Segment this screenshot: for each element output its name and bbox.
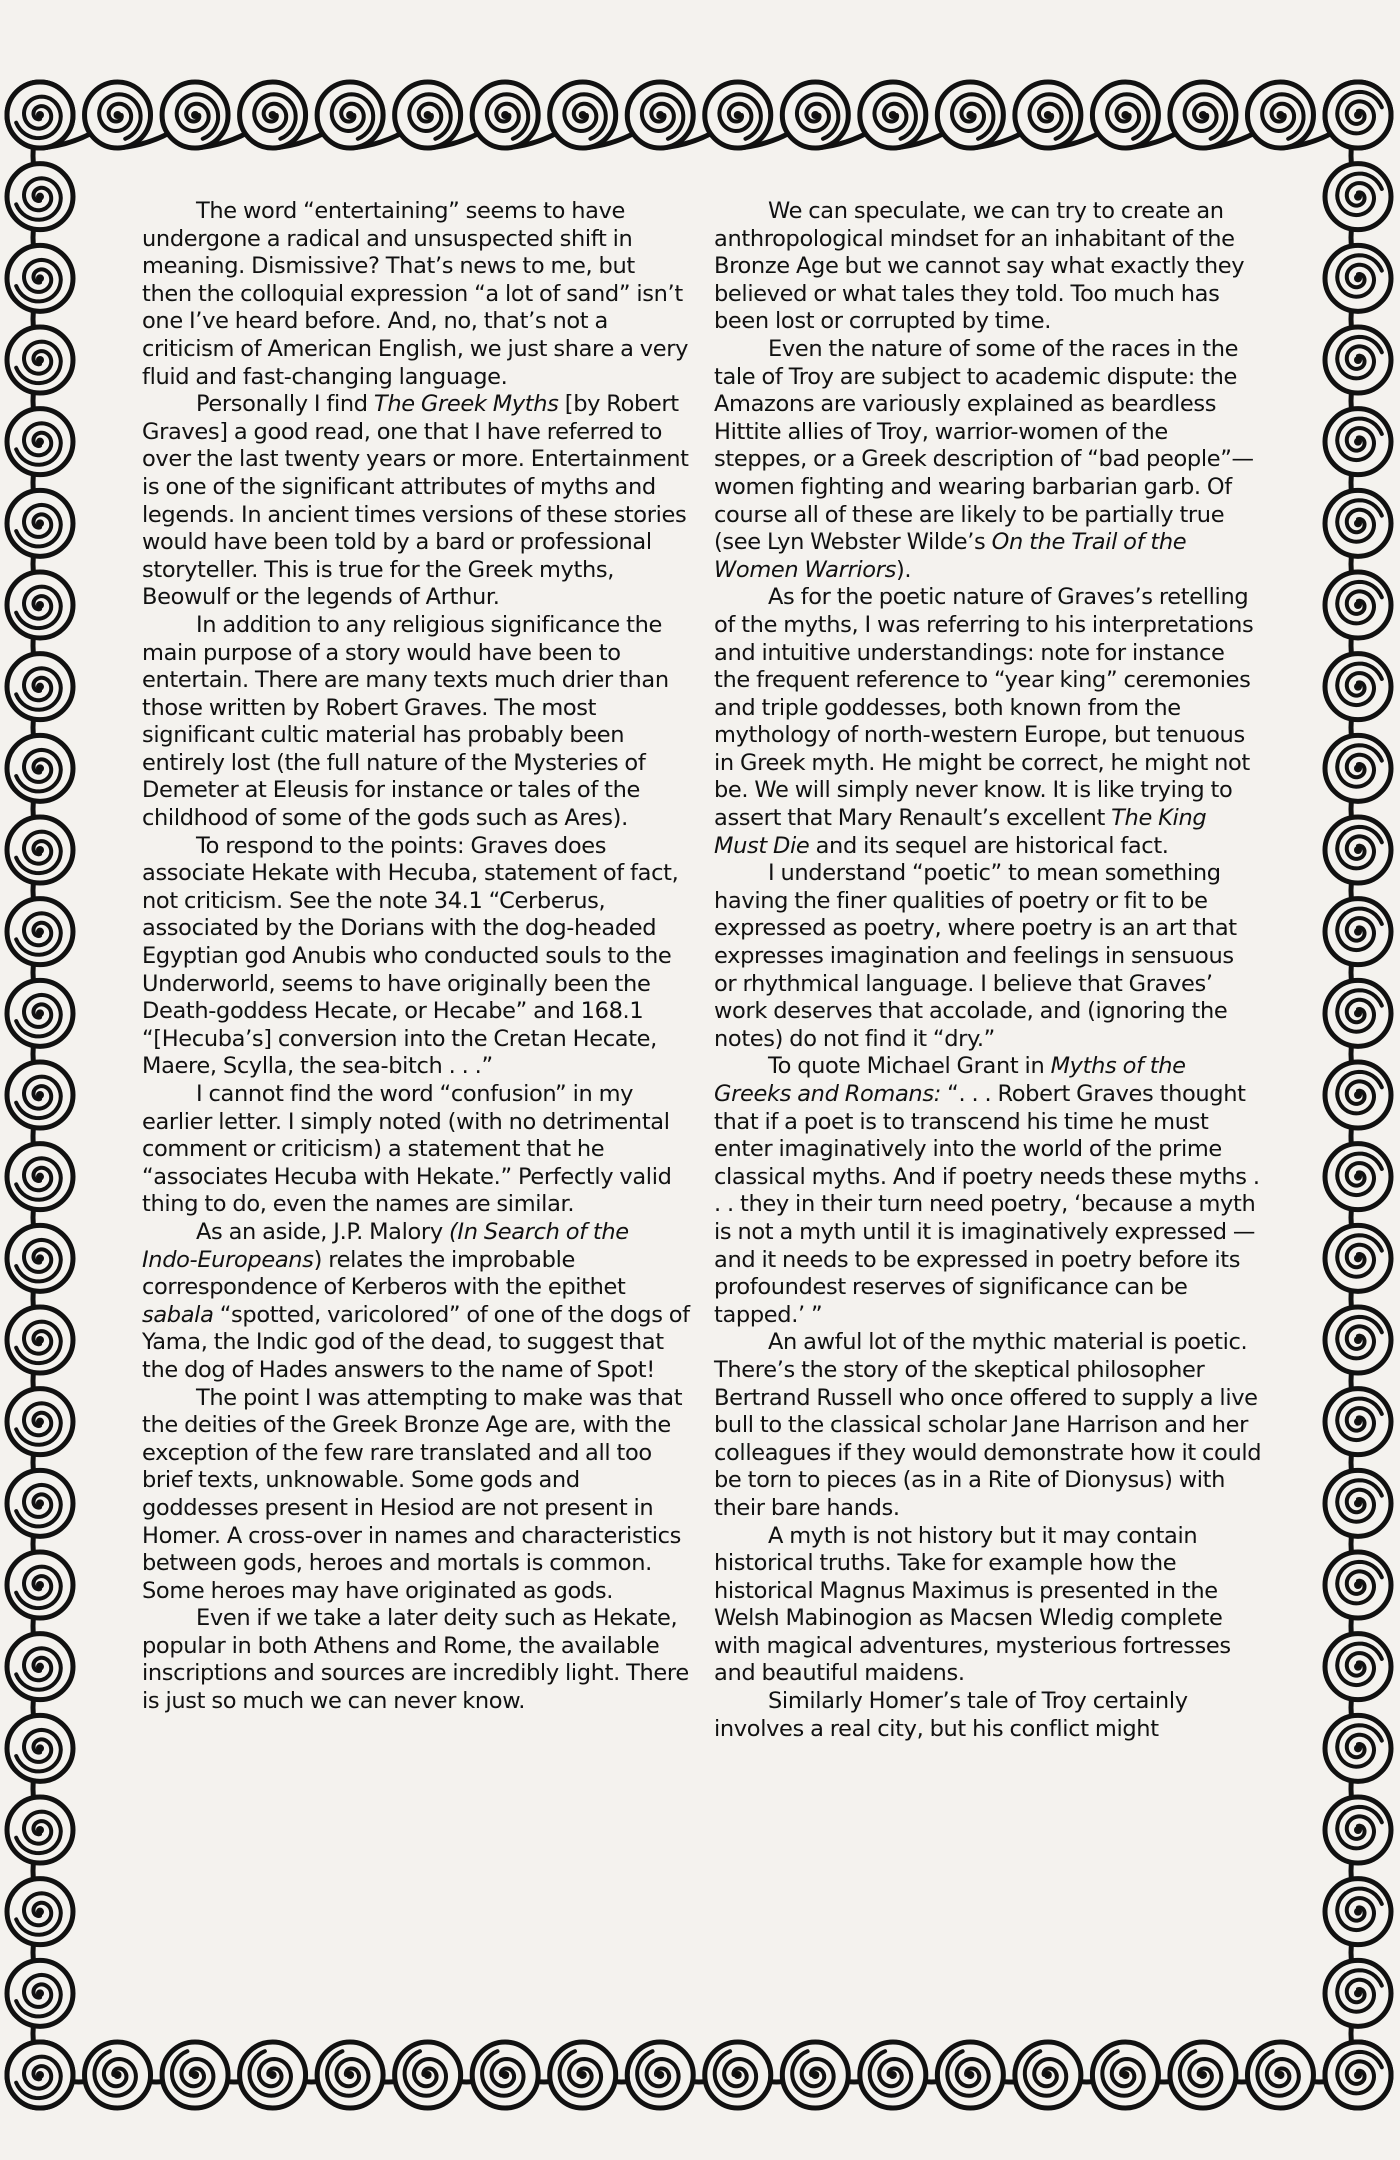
spiral-wave-icon bbox=[7, 735, 73, 801]
spiral-wave-icon bbox=[1092, 2042, 1158, 2108]
paragraph-text: The word “entertaining” seems to have undergone a radical and unsuspected shift in meaning. Dismissive? That’s news to me, but then the colloquial expression “a lot of sand” isn’t one I’ve heard before. And, no, that’s not a criticism of American English, we just share a very fluid and fast-changing language. bbox=[142, 198, 689, 390]
paragraph-text: An awful lot of the mythic material is poetic. There’s the story of the skeptical philosopher Bertrand Russell who once offered to supply a live bull to the classical scholar Jane Harrison and her colleagues if they would demonstrate how it could be torn to pieces (as in a Rite of Dionysus) with their bare hands. bbox=[714, 1329, 1262, 1521]
spiral-wave-icon bbox=[85, 2042, 151, 2108]
spiral-wave-icon bbox=[7, 82, 73, 148]
spiral-wave-icon bbox=[7, 409, 73, 475]
paragraph bbox=[142, 1219, 690, 1385]
paragraph-text: Similarly Homer’s tale of Troy certainly involves a real city, but his conflict might bbox=[714, 1688, 1188, 1742]
spiral-wave-icon bbox=[1325, 735, 1391, 801]
spiral-wave-icon bbox=[1170, 2042, 1236, 2108]
spiral-wave-icon bbox=[7, 490, 73, 556]
spiral-wave-icon bbox=[782, 2042, 848, 2108]
spiral-wave-icon bbox=[937, 82, 1003, 148]
spiral-wave-icon bbox=[705, 2042, 771, 2108]
paragraph-text: ). bbox=[895, 556, 912, 583]
paragraph-text: and its sequel are historical fact. bbox=[809, 832, 1169, 859]
spiral-wave-icon bbox=[860, 2042, 926, 2108]
spiral-wave-icon bbox=[240, 2042, 306, 2108]
paragraph-text: To quote Michael Grant in bbox=[768, 1053, 1051, 1080]
paragraph bbox=[714, 1688, 1262, 1743]
spiral-wave-icon bbox=[1325, 1634, 1391, 1700]
spiral-wave-icon bbox=[7, 1144, 73, 1210]
spiral-wave-icon bbox=[472, 82, 538, 148]
spiral-wave-icon bbox=[1325, 899, 1391, 965]
spiral-wave-icon bbox=[1325, 1307, 1391, 1373]
paragraph-text: [by Robert Graves] a good read, one that I have referred to over the last twenty years or more. Entertainment is one of the significant attributes of myths and legends. In ancient times versions of these stories would have been told by a bard or professional storyteller. This is true for the Greek myths, Beowulf or the legends of Arthur. bbox=[142, 391, 689, 611]
spiral-wave-icon bbox=[1325, 245, 1391, 311]
spiral-wave-icon bbox=[937, 2042, 1003, 2108]
spiral-wave-icon bbox=[7, 2042, 73, 2108]
paragraph-text: I cannot find the word “confusion” in my earlier letter. I simply noted (with no detrimental comment or criticism) a statement that he “associates Hecuba with Hekate.” Perfectly valid thing to do, even the names are similar. bbox=[142, 1081, 672, 1218]
paragraph bbox=[142, 1385, 690, 1606]
italic-title-text: Myths of the Greeks and Romans: bbox=[714, 1053, 1186, 1107]
spiral-wave-icon bbox=[1325, 1715, 1391, 1781]
spiral-wave-icon bbox=[7, 899, 73, 965]
spiral-wave-icon bbox=[317, 82, 383, 148]
spiral-wave-icon bbox=[1325, 2042, 1391, 2108]
paragraph-text: “spotted, varicolored” of one of the dogs of Yama, the Indic god of the dead, to suggest that the dog of Hades answers to the name of Spot! bbox=[142, 1301, 690, 1383]
paragraph bbox=[142, 198, 690, 391]
spiral-wave-icon bbox=[7, 1715, 73, 1781]
spiral-wave-icon bbox=[472, 2042, 538, 2108]
spiral-wave-icon bbox=[1015, 82, 1081, 148]
spiral-wave-icon bbox=[1092, 82, 1158, 148]
paragraph-text: “. . . Robert Graves thought that if a poet is to transcend his time he must enter imaginatively into the world of the prime classical myths. And if poetry needs these myths . . . they in their turn need poetry, ‘because a myth is not a myth until it is imaginatively expressed —and it needs to be expressed in poetry before its profoundest reserves of significance can be tapped.’ ” bbox=[714, 1081, 1260, 1328]
paragraph-text: As an aside, J.P. Malory bbox=[196, 1218, 449, 1245]
paragraph bbox=[714, 1053, 1262, 1329]
paragraph bbox=[714, 1523, 1262, 1689]
spiral-wave-icon bbox=[7, 164, 73, 230]
spiral-wave-icon bbox=[1325, 327, 1391, 393]
spiral-wave-icon bbox=[395, 82, 461, 148]
spiral-wave-icon bbox=[627, 82, 693, 148]
spiral-wave-icon bbox=[1325, 654, 1391, 720]
paragraph bbox=[142, 391, 690, 612]
paragraph-text: Personally I find bbox=[196, 391, 374, 418]
spiral-wave-icon bbox=[7, 1879, 73, 1945]
left-text-column bbox=[142, 198, 690, 1716]
italic-title-text: sabala bbox=[142, 1301, 214, 1328]
spiral-wave-icon bbox=[860, 82, 926, 148]
paragraph-text: A myth is not history but it may contain historical truths. Take for example how the historical Magnus Maximus is presented in the Welsh Mabinogion as Macsen Wledig complete with magical adventures, mysterious fortresses and beautiful maidens. bbox=[714, 1522, 1231, 1687]
paragraph-text: Even the nature of some of the races in the tale of Troy are subject to academic dispute: the Amazons are variously explained as beardless Hittite allies of Troy, warrior-women of the steppes, or a Greek description of “bad people”—women fighting and wearing barbarian garb. Of course all of these are likely to be partially true (see Lyn Webster Wilde’s bbox=[714, 335, 1254, 556]
spiral-wave-icon bbox=[7, 1062, 73, 1128]
spiral-wave-icon bbox=[7, 1470, 73, 1536]
spiral-wave-icon bbox=[627, 2042, 693, 2108]
spiral-wave-icon bbox=[1325, 1225, 1391, 1291]
spiral-wave-icon bbox=[782, 82, 848, 148]
spiral-wave-icon bbox=[7, 1634, 73, 1700]
spiral-wave-icon bbox=[7, 245, 73, 311]
paragraph bbox=[714, 860, 1262, 1053]
spiral-wave-icon bbox=[1325, 82, 1391, 148]
spiral-wave-icon bbox=[7, 980, 73, 1046]
italic-title-text: The Greek Myths bbox=[373, 391, 559, 418]
spiral-wave-icon bbox=[162, 2042, 228, 2108]
spiral-wave-icon bbox=[550, 82, 616, 148]
paragraph bbox=[714, 198, 1262, 336]
paragraph bbox=[142, 612, 690, 833]
spiral-wave-icon bbox=[162, 82, 228, 148]
spiral-wave-icon bbox=[7, 817, 73, 883]
spiral-wave-icon bbox=[1247, 82, 1313, 148]
spiral-wave-icon bbox=[7, 654, 73, 720]
spiral-wave-icon bbox=[1325, 1552, 1391, 1618]
paragraph-text: To respond to the points: Graves does associate Hekate with Hecuba, statement of fact, not criticism. See the note 34.1 “Cerberus, associated by the Dorians with the dog-headed Egyptian god Anubis who conducted souls to the Underworld, seems to have originally been the Death-goddess Hecate, or Hecabe” and 168.1 “[Hecuba’s] conversion into the Cretan Hecate, Maere, Scylla, the sea-bitch . . .” bbox=[142, 832, 679, 1080]
paragraph bbox=[142, 1081, 690, 1219]
paragraph-text: Even if we take a later deity such as Hekate, popular in both Athens and Rome, the available inscriptions and sources are incredibly light. There is just so much we can never know. bbox=[142, 1605, 689, 1715]
italic-title-text: On the Trail of the Women Warriors bbox=[714, 529, 1187, 583]
spiral-wave-icon bbox=[1325, 817, 1391, 883]
spiral-wave-icon bbox=[1325, 980, 1391, 1046]
paragraph-text: The point I was attempting to make was that the deities of the Greek Bronze Age are, with the exception of the few rare translated and all too brief texts, unknowable. Some gods and goddesses present in Hesiod are not present in Homer. A cross-over in names and characteristics between gods, heroes and mortals is common. Some heroes may have originated as gods. bbox=[142, 1384, 683, 1604]
spiral-wave-icon bbox=[1325, 1144, 1391, 1210]
italic-title-text: (In Search of the Indo-Europeans bbox=[142, 1218, 629, 1273]
spiral-wave-icon bbox=[1325, 1470, 1391, 1536]
spiral-wave-icon bbox=[1325, 572, 1391, 638]
paragraph-text: We can speculate, we can try to create an anthropological mindset for an inhabitant of the Bronze Age but we cannot say what exactly they believed or what tales they told. Too much has been lost or corrupted by time. bbox=[714, 198, 1245, 335]
paragraph bbox=[142, 1605, 690, 1715]
spiral-wave-icon bbox=[7, 1307, 73, 1373]
spiral-wave-icon bbox=[1170, 82, 1236, 148]
spiral-wave-icon bbox=[1015, 2042, 1081, 2108]
spiral-wave-icon bbox=[7, 327, 73, 393]
paragraph-text: As for the poetic nature of Graves’s retelling of the myths, I was referring to his interpretations and intuitive understandings: note for instance the frequent reference to “year king” ceremonies and triple goddesses, both known from the mythology of north-western Europe, but tenuous in Greek myth. He might be correct, he might not be. We will simply never know. It is like trying to assert that Mary Renault’s excellent bbox=[714, 584, 1254, 832]
italic-title-text: The King Must Die bbox=[714, 805, 1207, 859]
paragraph-text: In addition to any religious significance the main purpose of a story would have been to entertain. There are many texts much drier than those written by Robert Graves. The most significant cultic material has probably been entirely lost (the full nature of the Mysteries of Demeter at Eleusis for instance or tales of the childhood of some of the gods such as Ares). bbox=[142, 611, 669, 832]
spiral-wave-icon bbox=[7, 1797, 73, 1863]
spiral-wave-icon bbox=[1325, 1797, 1391, 1863]
spiral-wave-icon bbox=[1325, 164, 1391, 230]
spiral-wave-icon bbox=[7, 1552, 73, 1618]
right-text-column bbox=[714, 198, 1262, 1743]
spiral-wave-icon bbox=[85, 82, 151, 148]
spiral-wave-icon bbox=[1247, 2042, 1313, 2108]
spiral-wave-icon bbox=[7, 572, 73, 638]
spiral-wave-icon bbox=[7, 1225, 73, 1291]
paragraph bbox=[714, 336, 1262, 584]
spiral-wave-icon bbox=[317, 2042, 383, 2108]
spiral-wave-icon bbox=[1325, 1062, 1391, 1128]
paragraph bbox=[142, 833, 690, 1081]
spiral-wave-icon bbox=[705, 82, 771, 148]
spiral-wave-icon bbox=[1325, 1389, 1391, 1455]
spiral-wave-icon bbox=[240, 82, 306, 148]
paragraph-text: ) relates the improbable correspondence of Kerberos with the epithet bbox=[142, 1246, 626, 1301]
spiral-wave-icon bbox=[550, 2042, 616, 2108]
paragraph bbox=[714, 1329, 1262, 1522]
paragraph-text: I understand “poetic” to mean something having the finer qualities of poetry or fit to be expressed as poetry, where poetry is an art that expresses imagination and feelings in sensuous or rhythmical language. I believe that Graves’ work deserves that accolade, and (ignoring the notes) do not find it “dry.” bbox=[714, 860, 1237, 1052]
spiral-wave-icon bbox=[395, 2042, 461, 2108]
spiral-wave-icon bbox=[1325, 490, 1391, 556]
spiral-wave-icon bbox=[1325, 1960, 1391, 2026]
paragraph bbox=[714, 584, 1262, 860]
spiral-wave-icon bbox=[1325, 1879, 1391, 1945]
spiral-wave-icon bbox=[1325, 409, 1391, 475]
spiral-wave-icon bbox=[7, 1389, 73, 1455]
spiral-wave-icon bbox=[7, 1960, 73, 2026]
